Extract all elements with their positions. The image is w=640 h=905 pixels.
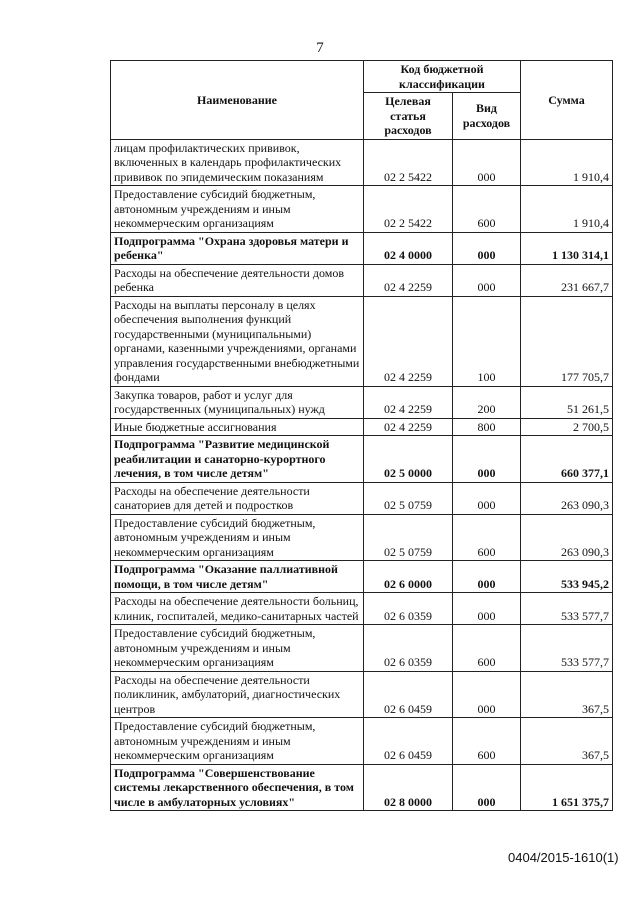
table-row bbox=[111, 625, 613, 672]
cell-type: 000 bbox=[453, 482, 521, 514]
cell-name: Расходы на выплаты персоналу в целях обеспечения выполнения функций государственными (муниципальными) органами, казенными учреждениями, органами управления государственными внебюджетными фондами bbox=[111, 296, 364, 386]
cell-target: 02 4 2259 bbox=[364, 296, 453, 386]
cell-target: 02 6 0000 bbox=[364, 561, 453, 593]
table-row bbox=[111, 593, 613, 625]
cell-name: лицам профилактических прививок, включенных в календарь профилактических прививок по эпидемическим показаниям bbox=[111, 139, 364, 186]
table-row bbox=[111, 186, 613, 233]
cell-name: Закупка товаров, работ и услуг для государственных (муниципальных) нужд bbox=[111, 386, 364, 418]
cell-sum: 1 910,4 bbox=[521, 186, 613, 233]
cell-target: 02 5 0759 bbox=[364, 514, 453, 561]
budget-table bbox=[110, 60, 613, 811]
cell-name: Предоставление субсидий бюджетным, автономным учреждениям и иным некоммерческим организациям bbox=[111, 718, 364, 765]
cell-target: 02 5 0759 bbox=[364, 482, 453, 514]
cell-type: 000 bbox=[453, 671, 521, 718]
table-row bbox=[111, 718, 613, 765]
cell-target: 02 4 2259 bbox=[364, 418, 453, 436]
cell-type: 600 bbox=[453, 514, 521, 561]
cell-name: Предоставление субсидий бюджетным, автономным учреждениям и иным некоммерческим организациям bbox=[111, 625, 364, 672]
cell-target: 02 6 0459 bbox=[364, 718, 453, 765]
table-row bbox=[111, 482, 613, 514]
cell-type: 100 bbox=[453, 296, 521, 386]
cell-type: 000 bbox=[453, 561, 521, 593]
cell-target: 02 6 0359 bbox=[364, 625, 453, 672]
cell-type: 200 bbox=[453, 386, 521, 418]
page-number: 7 bbox=[316, 40, 324, 56]
cell-sum: 367,5 bbox=[521, 718, 613, 765]
cell-sum: 367,5 bbox=[521, 671, 613, 718]
cell-target: 02 4 2259 bbox=[364, 264, 453, 296]
cell-sum: 2 700,5 bbox=[521, 418, 613, 436]
table-row bbox=[111, 296, 613, 386]
cell-sum: 1 651 375,7 bbox=[521, 764, 613, 811]
table-row bbox=[111, 671, 613, 718]
cell-target: 02 6 0359 bbox=[364, 593, 453, 625]
cell-type: 000 bbox=[453, 764, 521, 811]
cell-target: 02 8 0000 bbox=[364, 764, 453, 811]
table-row bbox=[111, 232, 613, 264]
cell-type: 000 bbox=[453, 436, 521, 483]
table-row bbox=[111, 436, 613, 483]
cell-type: 600 bbox=[453, 625, 521, 672]
cell-sum: 533 577,7 bbox=[521, 593, 613, 625]
header-target: Целевая статья расходов bbox=[364, 93, 453, 140]
table-row bbox=[111, 561, 613, 593]
cell-sum: 533 577,7 bbox=[521, 625, 613, 672]
cell-type: 600 bbox=[453, 186, 521, 233]
cell-type: 000 bbox=[453, 264, 521, 296]
cell-name: Предоставление субсидий бюджетным, автономным учреждениям и иным некоммерческим организациям bbox=[111, 514, 364, 561]
header-name: Наименование bbox=[111, 61, 364, 140]
table-row bbox=[111, 264, 613, 296]
cell-name: Расходы на обеспечение деятельности санаториев для детей и подростков bbox=[111, 482, 364, 514]
cell-sum: 660 377,1 bbox=[521, 436, 613, 483]
header-sum: Сумма bbox=[521, 61, 613, 140]
cell-sum: 1 910,4 bbox=[521, 139, 613, 186]
header-row bbox=[111, 61, 613, 93]
cell-sum: 177 705,7 bbox=[521, 296, 613, 386]
table-row bbox=[111, 418, 613, 436]
cell-name: Иные бюджетные ассигнования bbox=[111, 418, 364, 436]
cell-name: Подпрограмма "Совершенствование системы лекарственного обеспечения, в том числе в амбулаторных условиях" bbox=[111, 764, 364, 811]
cell-name: Подпрограмма "Охрана здоровья матери и ребенка" bbox=[111, 232, 364, 264]
table-row bbox=[111, 139, 613, 186]
cell-sum: 263 090,3 bbox=[521, 514, 613, 561]
cell-target: 02 5 0000 bbox=[364, 436, 453, 483]
cell-target: 02 2 5422 bbox=[364, 186, 453, 233]
cell-type: 000 bbox=[453, 593, 521, 625]
table-row bbox=[111, 514, 613, 561]
cell-target: 02 4 2259 bbox=[364, 386, 453, 418]
cell-name: Предоставление субсидий бюджетным, автономным учреждениям и иным некоммерческим организациям bbox=[111, 186, 364, 233]
cell-sum: 1 130 314,1 bbox=[521, 232, 613, 264]
cell-sum: 51 261,5 bbox=[521, 386, 613, 418]
cell-sum: 533 945,2 bbox=[521, 561, 613, 593]
cell-name: Подпрограмма "Оказание паллиативной помощи, в том числе детям" bbox=[111, 561, 364, 593]
cell-target: 02 4 0000 bbox=[364, 232, 453, 264]
cell-type: 000 bbox=[453, 232, 521, 264]
cell-type: 600 bbox=[453, 718, 521, 765]
header-type: Вид расходов bbox=[453, 93, 521, 140]
document-code: 0404/2015-1610(1) bbox=[508, 850, 619, 865]
table-row bbox=[111, 386, 613, 418]
table-body bbox=[111, 139, 613, 811]
cell-sum: 231 667,7 bbox=[521, 264, 613, 296]
cell-type: 800 bbox=[453, 418, 521, 436]
cell-type: 000 bbox=[453, 139, 521, 186]
table-row bbox=[111, 764, 613, 811]
header-code: Код бюджетной классификации bbox=[364, 61, 521, 93]
cell-target: 02 2 5422 bbox=[364, 139, 453, 186]
cell-name: Подпрограмма "Развитие медицинской реабилитации и санаторно-курортного лечения, в том числе детям" bbox=[111, 436, 364, 483]
cell-name: Расходы на обеспечение деятельности больниц, клиник, госпиталей, медико-санитарных частей bbox=[111, 593, 364, 625]
cell-name: Расходы на обеспечение деятельности поликлиник, амбулаторий, диагностических центров bbox=[111, 671, 364, 718]
cell-sum: 263 090,3 bbox=[521, 482, 613, 514]
cell-target: 02 6 0459 bbox=[364, 671, 453, 718]
cell-name: Расходы на обеспечение деятельности домов ребенка bbox=[111, 264, 364, 296]
